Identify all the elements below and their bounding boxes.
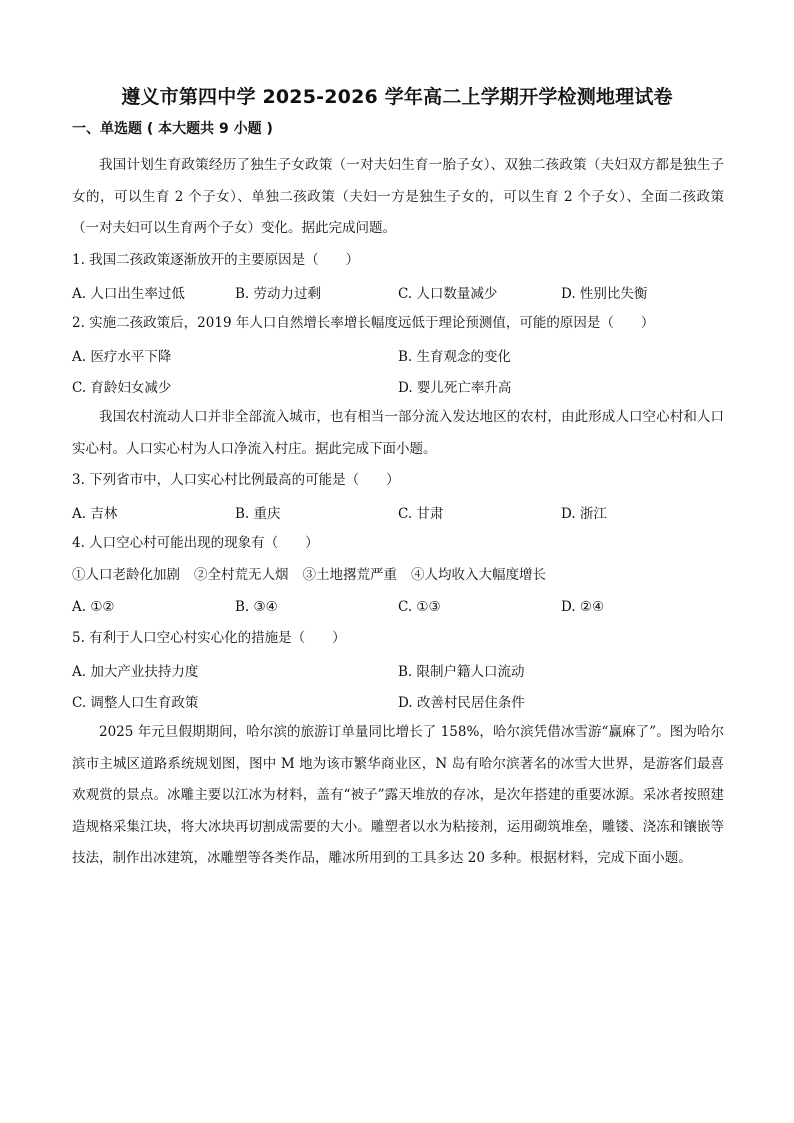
- question-4-statements: [72, 560, 724, 592]
- option-d: D. 改善村民居住条件: [398, 695, 525, 712]
- question-3-options: [72, 497, 724, 529]
- option-a: A. 吉林: [72, 506, 118, 523]
- passage-1: 我国计划生育政策经历了独生子女政策（一对夫妇生育一胎子女）、双独二孩政策（夫妇双方都是独生子女的，可以生育 2 个子女）、单独二孩政策（夫妇一方是独生子女的，可以生育 2 个子女）、全面二孩政策（一对夫妇可以生育两个子女）变化。据此完成问题。: [72, 157, 724, 236]
- option-a: A. 人口出生率过低: [72, 285, 185, 302]
- question-5-stem: 5. 有利于人口空心村实心化的措施是（ ）: [72, 629, 346, 646]
- option-b: B. 劳动力过剩: [235, 285, 322, 302]
- option-c: C. ①③: [398, 598, 441, 615]
- question-5-options-row-1: [72, 654, 724, 686]
- statement-1: ①人口老龄化加剧: [72, 566, 180, 583]
- option-d: D. 性别比失衡: [561, 285, 648, 302]
- option-c: C. 人口数量减少: [398, 285, 498, 302]
- question-2-options-row-2: [72, 371, 724, 403]
- passage-2: 我国农村流动人口并非全部流入城市，也有相当一部分流入发达地区的农村，由此形成人口空心村和人口实心村。人口实心村为人口净流入村庄。据此完成下面小题。: [72, 409, 724, 457]
- question-1-options: [72, 276, 724, 308]
- option-d: D. 浙江: [561, 506, 607, 523]
- option-b: B. 限制户籍人口流动: [398, 663, 525, 680]
- option-d: D. 婴儿死亡率升高: [398, 380, 512, 397]
- question-2-stem: 2. 实施二孩政策后，2019 年人口自然增长率增长幅度远低于理论预测值，可能的原因是（ ）: [72, 314, 655, 331]
- question-5-options-row-2: [72, 686, 724, 718]
- option-c: C. 育龄妇女减少: [72, 380, 172, 397]
- question-4-stem: 4. 人口空心村可能出现的现象有（ ）: [72, 535, 319, 551]
- section-heading: 一、单选题 ( 本大题共 9 小题 ): [72, 121, 273, 137]
- option-b: B. 生育观念的变化: [398, 348, 512, 365]
- option-a: A. 加大产业扶持力度: [72, 663, 199, 680]
- statement-2: ②全村荒无人烟: [194, 566, 289, 583]
- option-a: A. 医疗水平下降: [72, 348, 172, 365]
- question-3-stem: 3. 下列省市中，人口实心村比例最高的可能是（ ）: [72, 472, 400, 488]
- statement-3: ③土地撂荒严重: [302, 566, 397, 583]
- exam-content: [72, 150, 724, 875]
- question-2-options-row-1: [72, 339, 724, 371]
- page-title: 遵义市第四中学 2025-2026 学年高二上学期开学检测地理试卷: [121, 86, 673, 108]
- option-c: C. 调整人口生育政策: [72, 695, 199, 712]
- question-4-options: [72, 591, 724, 623]
- option-d: D. ②④: [561, 598, 605, 615]
- option-a: A. ①②: [72, 598, 115, 615]
- statement-4: ④人均收入大幅度增长: [411, 566, 546, 583]
- passage-3: 2025 年元旦假期期间，哈尔滨的旅游订单量同比增长了 158%，哈尔滨凭借冰雪游“赢麻了”。图为哈尔滨市主城区道路系统规划图，图中 M 地为该市繁华商业区，N 岛有哈尔滨著名的冰雪大世界，是游客们最喜欢观赏的景点。冰雕主要以江冰为材料，盖有“被子”露天堆放的存冰，是次年搭建的重要冰源。采冰者按照建造规格采集江块，将大冰块再切割成需要的大小。雕塑者以水为粘接剂，运用砌筑堆垒，雕镂、浇冻和镶嵌等技法，制作出冰建筑，冰雕塑等各类作品，雕冰所用到的工具多达 20 多种。根据材料，完成下面小题。: [72, 724, 724, 866]
- option-c: C. 甘肃: [398, 506, 444, 523]
- option-b: B. ③④: [235, 598, 278, 615]
- option-b: B. 重庆: [235, 506, 281, 523]
- question-1-stem: 1. 我国二孩政策逐渐放开的主要原因是（ ）: [72, 251, 360, 268]
